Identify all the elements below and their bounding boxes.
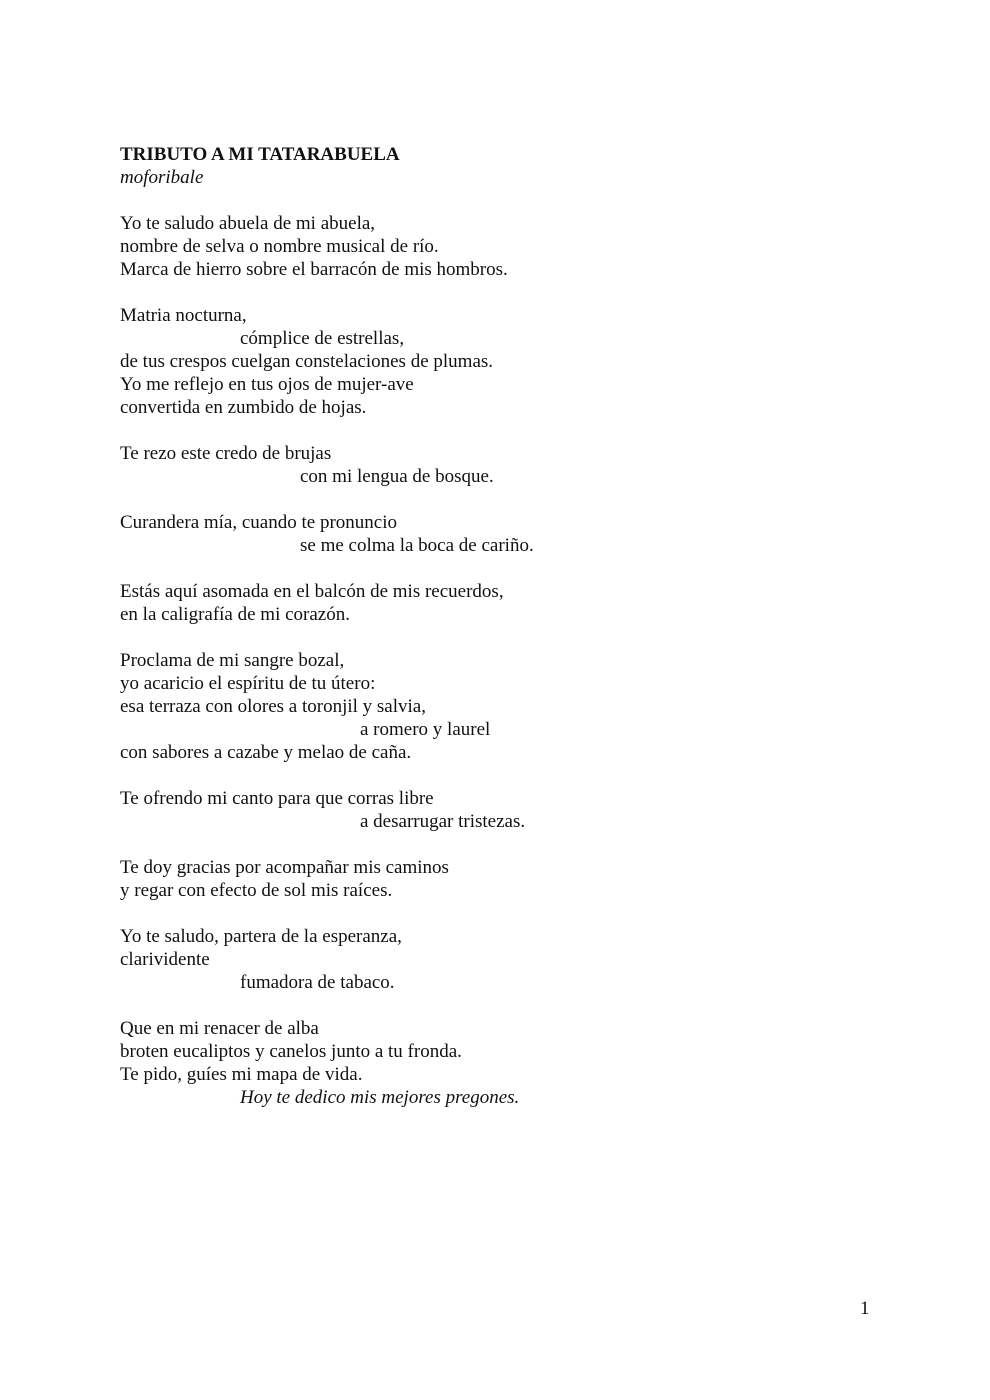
poem-line: Estás aquí asomada en el balcón de mis recuerdos, xyxy=(120,581,504,602)
stanza xyxy=(120,511,880,557)
page-number: 1 xyxy=(860,1298,870,1319)
poem-line: yo acaricio el espíritu de tu útero: xyxy=(120,673,376,694)
stanza xyxy=(120,1017,880,1109)
poem-line: con sabores a cazabe y melao de caña. xyxy=(120,742,412,763)
poem-line: se me colma la boca de cariño. xyxy=(300,535,534,556)
poem-line: Marca de hierro sobre el barracón de mis hombros. xyxy=(120,259,508,280)
poem-line: Te ofrendo mi canto para que corras libre xyxy=(120,788,434,809)
poem-author: moforibale xyxy=(120,167,204,188)
poem-line: Te rezo este credo de brujas xyxy=(120,443,332,464)
stanza xyxy=(120,856,880,902)
stanza xyxy=(120,925,880,994)
poem-line: Curandera mía, cuando te pronuncio xyxy=(120,512,397,533)
stanza xyxy=(120,787,880,833)
poem-line: nombre de selva o nombre musical de río. xyxy=(120,236,439,257)
poem-line: Proclama de mi sangre bozal, xyxy=(120,650,345,671)
poem-line: broten eucaliptos y canelos junto a tu fronda. xyxy=(120,1041,462,1062)
poem-line: con mi lengua de bosque. xyxy=(300,466,494,487)
poem-line: Yo te saludo, partera de la esperanza, xyxy=(120,926,402,947)
stanza xyxy=(120,442,880,488)
poem-line: en la caligrafía de mi corazón. xyxy=(120,604,350,625)
stanza xyxy=(120,649,880,764)
poem-line: Yo te saludo abuela de mi abuela, xyxy=(120,213,376,234)
stanza xyxy=(120,580,880,626)
poem-line: Yo me reflejo en tus ojos de mujer-ave xyxy=(120,374,414,395)
poem-title: TRIBUTO A MI TATARABUELA xyxy=(120,144,400,165)
poem xyxy=(120,143,880,1109)
poem-line: esa terraza con olores a toronjil y salvia, xyxy=(120,696,426,717)
poem-line: Matria nocturna, xyxy=(120,305,247,326)
poem-line: cómplice de estrellas, xyxy=(240,328,405,349)
poem-line: a desarrugar tristezas. xyxy=(360,811,526,832)
poem-line: Te doy gracias por acompañar mis caminos xyxy=(120,857,449,878)
stanza xyxy=(120,304,880,419)
poem-line: Hoy te dedico mis mejores pregones. xyxy=(240,1087,520,1108)
poem-line: clarividente xyxy=(120,949,210,970)
poem-line: Te pido, guíes mi mapa de vida. xyxy=(120,1064,363,1085)
poem-body xyxy=(120,212,880,1109)
poem-line: convertida en zumbido de hojas. xyxy=(120,397,367,418)
poem-line: fumadora de tabaco. xyxy=(240,972,395,993)
stanza xyxy=(120,212,880,281)
poem-line: Que en mi renacer de alba xyxy=(120,1018,319,1039)
poem-line: a romero y laurel xyxy=(360,719,491,740)
poem-line: de tus crespos cuelgan constelaciones de plumas. xyxy=(120,351,494,372)
poem-line: y regar con efecto de sol mis raíces. xyxy=(120,880,393,901)
